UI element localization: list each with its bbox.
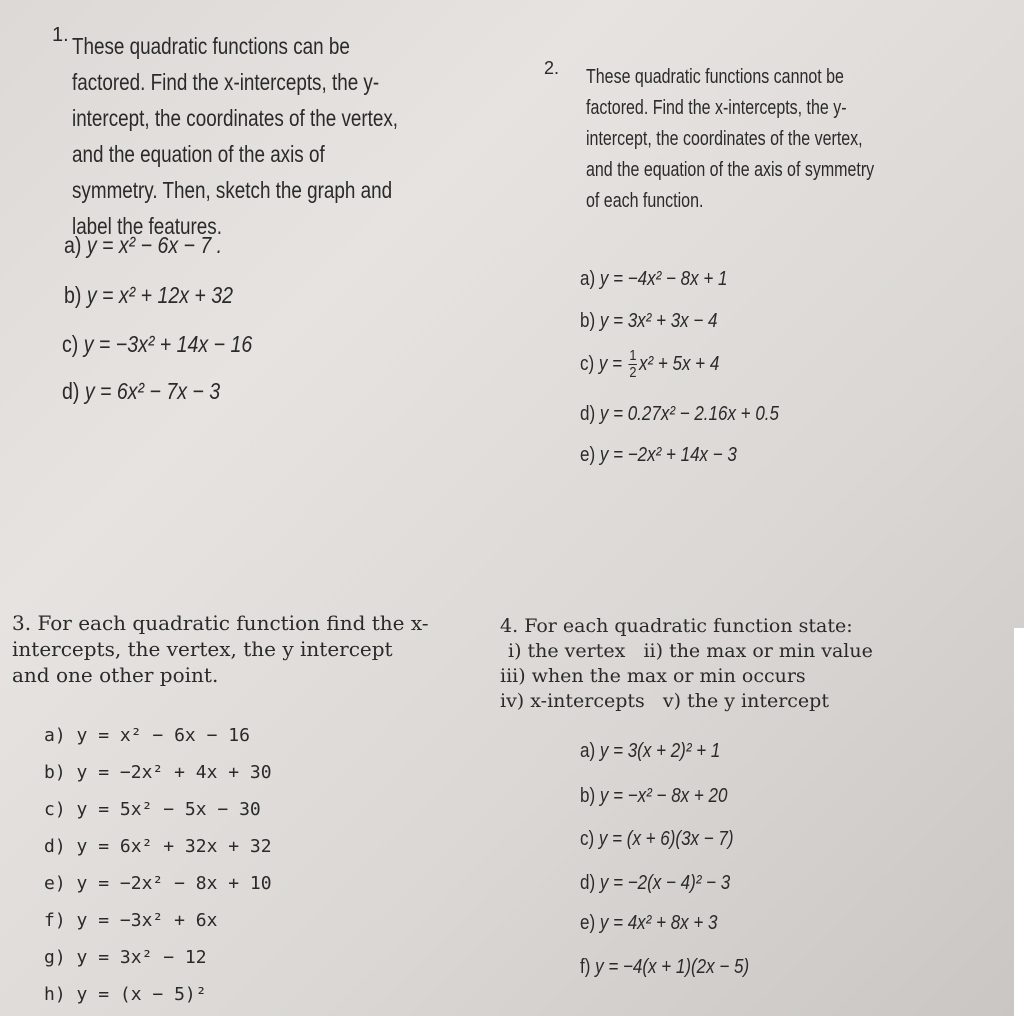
q3-item-g [44, 947, 207, 968]
q3-item-label: d) [44, 836, 66, 857]
q3-item-label: h) [44, 984, 66, 1005]
question-3 [12, 610, 432, 688]
question-4-number: 4. [500, 615, 519, 637]
q3-item-lhs: y = [76, 836, 120, 857]
q1-item-expr: −3x² + 14x − 16 [115, 331, 253, 357]
question-4-line-2: i) the vertex ii) the max or min value [508, 640, 873, 662]
q3-item-label: c) [44, 799, 66, 820]
q4-item-e [580, 912, 718, 935]
question-2-prompt: These quadratic functions cannot be factored. Find the x-intercepts, the y-intercept, the coordinates of the vertex, and the equation of the axis of symmetry of each function. [586, 66, 875, 212]
q2-item-label: c) [580, 352, 595, 375]
q3-item-lhs: y = [76, 762, 120, 783]
q4-item-lhs: y = [599, 872, 628, 894]
q3-item-c [44, 799, 261, 820]
q4-item-c [580, 828, 734, 851]
q4-item-label: f) [580, 956, 591, 978]
q1-item-lhs: y = [86, 282, 119, 308]
q1-item-expr: 6x² − 7x − 3 [116, 378, 221, 404]
q3-item-expr: −2x² − 8x + 10 [119, 873, 272, 894]
question-1-number: 1. [52, 24, 69, 46]
q4-item-label: d) [580, 872, 596, 894]
q1-item-lhs: y = [84, 378, 117, 404]
q3-item-f [44, 910, 217, 931]
q3-item-lhs: y = [76, 725, 120, 746]
q1-item-label: a) [64, 232, 82, 258]
q4-item-expr: −2(x − 4)² − 3 [627, 872, 731, 894]
q2-item-b [580, 310, 718, 333]
q2-item-lhs: y = [598, 352, 627, 375]
q3-item-lhs: y = [76, 910, 120, 931]
q1-item-b [64, 282, 233, 309]
q3-item-expr: 6x² + 32x + 32 [119, 836, 272, 857]
q2-item-lhs: y = [599, 268, 628, 290]
q2-item-expr: −2x² + 14x − 3 [627, 444, 737, 466]
q3-item-a [44, 725, 250, 746]
q3-item-d [44, 836, 272, 857]
q4-item-expr: 4x² + 8x + 3 [627, 912, 718, 934]
q1-item-expr: x² − 6x − 7 . [118, 232, 223, 258]
q3-item-e [44, 873, 272, 894]
question-3-prompt [12, 610, 432, 688]
q4-item-lhs: y = [599, 912, 628, 934]
q3-item-expr: (x − 5)² [119, 984, 207, 1005]
q2-item-lhs: y = [599, 310, 628, 332]
q1-item-label: c) [62, 331, 79, 357]
q4-item-lhs: y = [599, 785, 628, 807]
q4-item-d [580, 872, 730, 895]
q2-item-c [580, 348, 719, 381]
q4-item-lhs: y = [599, 740, 628, 762]
q3-item-b [44, 762, 272, 783]
q1-item-d [62, 378, 220, 405]
q3-item-expr: x² − 6x − 16 [119, 725, 250, 746]
q4-item-a [580, 740, 720, 763]
q3-item-label: f) [44, 910, 66, 931]
question-2-number: 2. [544, 58, 560, 78]
q1-item-c [62, 331, 252, 358]
q2-item-expr: 3x² + 3x − 4 [627, 310, 718, 332]
q4-item-label: b) [580, 785, 596, 807]
q2-item-e [580, 444, 737, 467]
q2-item-expr: 0.27x² − 2.16x + 0.5 [627, 403, 779, 425]
q1-item-label: d) [62, 378, 80, 404]
q2-item-label: e) [580, 444, 596, 466]
q2-item-label: d) [580, 403, 596, 425]
q3-item-expr: 3x² − 12 [119, 947, 207, 968]
q3-item-label: a) [44, 725, 66, 746]
q2-item-lhs: y = [599, 403, 628, 425]
q1-item-label: b) [64, 282, 82, 308]
q3-item-lhs: y = [76, 947, 120, 968]
q3-item-lhs: y = [76, 799, 120, 820]
q1-item-lhs: y = [83, 331, 116, 357]
question-4-line-1: For each quadratic function state: [524, 615, 853, 637]
fraction-denominator: 2 [629, 364, 637, 381]
question-3-prompt-text: For each quadratic function find the x-intercepts, the vertex, the y intercept and one other point. [12, 611, 429, 687]
question-4-prompt [500, 614, 900, 714]
q4-item-f [580, 956, 749, 979]
q2-item-expr: −4x² − 8x + 1 [627, 268, 728, 290]
fraction-numerator: 1 [629, 347, 637, 364]
q3-item-label: g) [44, 947, 66, 968]
q4-item-label: a) [580, 740, 596, 762]
q2-item-fraction [628, 348, 637, 381]
q2-item-a [580, 268, 727, 291]
question-4 [500, 614, 900, 714]
q4-item-expr: (x + 6)(3x − 7) [626, 828, 734, 850]
q2-item-label: b) [580, 310, 596, 332]
q1-item-expr: x² + 12x + 32 [118, 282, 233, 308]
question-4-line-3: iii) when the max or min occurs [500, 665, 806, 687]
q3-item-lhs: y = [76, 873, 120, 894]
q2-item-lhs: y = [599, 444, 628, 466]
q4-item-label: c) [580, 828, 595, 850]
q4-item-expr: −4(x + 1)(2x − 5) [622, 956, 750, 978]
q3-item-label: e) [44, 873, 66, 894]
q2-item-expr: x² + 5x + 4 [638, 352, 720, 375]
q3-item-label: b) [44, 762, 66, 783]
q4-item-expr: −x² − 8x + 20 [627, 785, 728, 807]
q4-item-label: e) [580, 912, 596, 934]
q2-item-d [580, 403, 779, 426]
paper-edge [1014, 628, 1024, 1016]
q1-item-a [64, 232, 222, 259]
q3-item-expr: 5x² − 5x − 30 [119, 799, 261, 820]
question-1-prompt: These quadratic functions can be factored. Find the x-intercepts, the y-intercept, the coordinates of the vertex, and the equation of the axis of symmetry. Then, sketch the graph and label the features. [72, 33, 399, 239]
q3-item-expr: −2x² + 4x + 30 [119, 762, 272, 783]
q3-item-h [44, 984, 207, 1005]
question-4-line-4: iv) x-intercepts v) the y intercept [500, 690, 829, 712]
q4-item-lhs: y = [598, 828, 627, 850]
q4-item-lhs: y = [595, 956, 623, 978]
q3-item-lhs: y = [76, 984, 120, 1005]
question-3-number: 3. [12, 611, 32, 635]
q3-item-expr: −3x² + 6x [119, 910, 218, 931]
q4-item-b [580, 785, 727, 808]
q1-item-lhs: y = [86, 232, 119, 258]
q2-item-label: a) [580, 268, 596, 290]
q4-item-expr: 3(x + 2)² + 1 [627, 740, 721, 762]
